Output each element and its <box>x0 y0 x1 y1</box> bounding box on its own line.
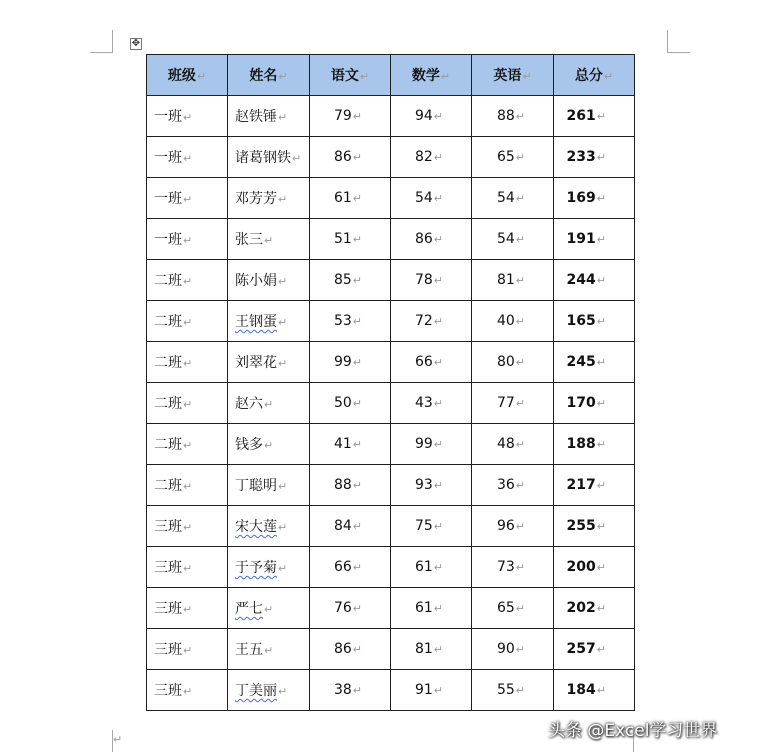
cell-class[interactable]: 一班↵ <box>147 137 228 178</box>
cell-name[interactable]: 赵六↵ <box>228 383 310 424</box>
cell-english[interactable]: 36↵ <box>472 465 554 506</box>
cell-english[interactable]: 90↵ <box>472 629 554 670</box>
cell-name[interactable]: 张三↵ <box>228 219 310 260</box>
cell-name[interactable]: 赵铁锤↵ <box>228 96 310 137</box>
header-cell-english[interactable]: 英语↵ <box>472 55 554 96</box>
cell-total[interactable]: 245↵ <box>554 342 635 383</box>
table-row <box>147 506 635 547</box>
cell-math[interactable]: 94↵ <box>391 96 472 137</box>
cell-class[interactable]: 一班↵ <box>147 178 228 219</box>
table-row <box>147 260 635 301</box>
cell-total[interactable]: 169↵ <box>554 178 635 219</box>
table-row <box>147 178 635 219</box>
cell-english[interactable]: 65↵ <box>472 137 554 178</box>
cell-math[interactable]: 43↵ <box>391 383 472 424</box>
cell-total[interactable]: 188↵ <box>554 424 635 465</box>
cell-english[interactable]: 54↵ <box>472 219 554 260</box>
cell-math[interactable]: 75↵ <box>391 506 472 547</box>
cell-chinese[interactable]: 41↵ <box>310 424 391 465</box>
header-cell-name[interactable]: 姓名↵ <box>228 55 310 96</box>
paragraph-mark: ↵ <box>113 733 123 746</box>
table-row <box>147 301 635 342</box>
cell-chinese[interactable]: 84↵ <box>310 506 391 547</box>
cell-english[interactable]: 88↵ <box>472 96 554 137</box>
cell-total[interactable]: 255↵ <box>554 506 635 547</box>
cell-class[interactable]: 二班↵ <box>147 424 228 465</box>
cell-math[interactable]: 72↵ <box>391 301 472 342</box>
cell-total[interactable]: 165↵ <box>554 301 635 342</box>
cell-english[interactable]: 77↵ <box>472 383 554 424</box>
table-row <box>147 588 635 629</box>
cell-name[interactable]: 邓芳芳↵ <box>228 178 310 219</box>
cell-math[interactable]: 91↵ <box>391 670 472 711</box>
cell-chinese[interactable]: 79↵ <box>310 96 391 137</box>
cell-class[interactable]: 二班↵ <box>147 465 228 506</box>
table-row <box>147 383 635 424</box>
header-cell-total[interactable]: 总分↵ <box>554 55 635 96</box>
cell-english[interactable]: 73↵ <box>472 547 554 588</box>
cell-english[interactable]: 54↵ <box>472 178 554 219</box>
cell-chinese[interactable]: 51↵ <box>310 219 391 260</box>
cell-english[interactable]: 80↵ <box>472 342 554 383</box>
cell-name[interactable]: 丁聪明↵ <box>228 465 310 506</box>
cell-total[interactable]: 233↵ <box>554 137 635 178</box>
cell-class[interactable]: 二班↵ <box>147 342 228 383</box>
cell-chinese[interactable]: 86↵ <box>310 629 391 670</box>
table-row <box>147 219 635 260</box>
cell-chinese[interactable]: 66↵ <box>310 547 391 588</box>
cell-total[interactable]: 217↵ <box>554 465 635 506</box>
cell-class[interactable]: 二班↵ <box>147 383 228 424</box>
cell-class[interactable]: 三班↵ <box>147 506 228 547</box>
cell-math[interactable]: 99↵ <box>391 424 472 465</box>
cell-name[interactable]: 王钢蛋↵ <box>228 301 310 342</box>
cell-math[interactable]: 93↵ <box>391 465 472 506</box>
header-cell-chinese[interactable]: 语文↵ <box>310 55 391 96</box>
cell-english[interactable]: 55↵ <box>472 670 554 711</box>
cell-name[interactable]: 钱多↵ <box>228 424 310 465</box>
cell-math[interactable]: 82↵ <box>391 137 472 178</box>
table-row <box>147 629 635 670</box>
cell-name[interactable]: 陈小娟↵ <box>228 260 310 301</box>
cell-name[interactable]: 严七↵ <box>228 588 310 629</box>
cell-chinese[interactable]: 88↵ <box>310 465 391 506</box>
score-table <box>146 54 635 711</box>
cell-chinese[interactable]: 53↵ <box>310 301 391 342</box>
cell-chinese[interactable]: 38↵ <box>310 670 391 711</box>
cell-name[interactable]: 王五↵ <box>228 629 310 670</box>
cell-math[interactable]: 61↵ <box>391 547 472 588</box>
cell-chinese[interactable]: 61↵ <box>310 178 391 219</box>
table-row <box>147 670 635 711</box>
cell-total[interactable]: 202↵ <box>554 588 635 629</box>
cell-math[interactable]: 61↵ <box>391 588 472 629</box>
crop-mark-top-left <box>90 30 113 53</box>
table-row <box>147 342 635 383</box>
cell-name[interactable]: 宋大莲↵ <box>228 506 310 547</box>
table-row <box>147 424 635 465</box>
cell-class[interactable]: 三班↵ <box>147 588 228 629</box>
cell-math[interactable]: 81↵ <box>391 629 472 670</box>
table-header-row <box>147 55 635 96</box>
cell-total[interactable]: 184↵ <box>554 670 635 711</box>
cell-english[interactable]: 81↵ <box>472 260 554 301</box>
table-row <box>147 465 635 506</box>
cell-name[interactable]: 刘翠花↵ <box>228 342 310 383</box>
cell-name[interactable]: 诸葛钢铁↵ <box>228 137 310 178</box>
table-row <box>147 547 635 588</box>
cell-total[interactable]: 244↵ <box>554 260 635 301</box>
cell-class[interactable]: 三班↵ <box>147 629 228 670</box>
cell-chinese[interactable]: 99↵ <box>310 342 391 383</box>
cell-chinese[interactable]: 76↵ <box>310 588 391 629</box>
watermark: 头条 @Excel学习世界 <box>548 721 718 741</box>
cell-class[interactable]: 一班↵ <box>147 219 228 260</box>
cell-chinese[interactable]: 50↵ <box>310 383 391 424</box>
crop-mark-bottom-left <box>90 730 113 752</box>
table-move-handle-icon[interactable]: ✥ <box>131 38 141 49</box>
cell-math[interactable]: 54↵ <box>391 178 472 219</box>
cell-name[interactable]: 于予菊↵ <box>228 547 310 588</box>
table-row <box>147 137 635 178</box>
table-body <box>147 96 635 711</box>
cell-math[interactable]: 78↵ <box>391 260 472 301</box>
cell-chinese[interactable]: 86↵ <box>310 137 391 178</box>
cell-english[interactable]: 65↵ <box>472 588 554 629</box>
cell-total[interactable]: 200↵ <box>554 547 635 588</box>
cell-total[interactable]: 170↵ <box>554 383 635 424</box>
cell-english[interactable]: 48↵ <box>472 424 554 465</box>
table-row <box>147 96 635 137</box>
cell-class[interactable]: 二班↵ <box>147 301 228 342</box>
cell-total[interactable]: 257↵ <box>554 629 635 670</box>
cell-class[interactable]: 二班↵ <box>147 260 228 301</box>
cell-chinese[interactable]: 85↵ <box>310 260 391 301</box>
cell-math[interactable]: 86↵ <box>391 219 472 260</box>
cell-class[interactable]: 一班↵ <box>147 96 228 137</box>
header-cell-class[interactable]: 班级↵ <box>147 55 228 96</box>
crop-mark-top-right <box>667 30 690 53</box>
cell-name[interactable]: 丁美丽↵ <box>228 670 310 711</box>
cell-class[interactable]: 三班↵ <box>147 670 228 711</box>
cell-total[interactable]: 261↵ <box>554 96 635 137</box>
header-cell-math[interactable]: 数学↵ <box>391 55 472 96</box>
cell-total[interactable]: 191↵ <box>554 219 635 260</box>
cell-math[interactable]: 66↵ <box>391 342 472 383</box>
cell-english[interactable]: 96↵ <box>472 506 554 547</box>
cell-class[interactable]: 三班↵ <box>147 547 228 588</box>
cell-english[interactable]: 40↵ <box>472 301 554 342</box>
